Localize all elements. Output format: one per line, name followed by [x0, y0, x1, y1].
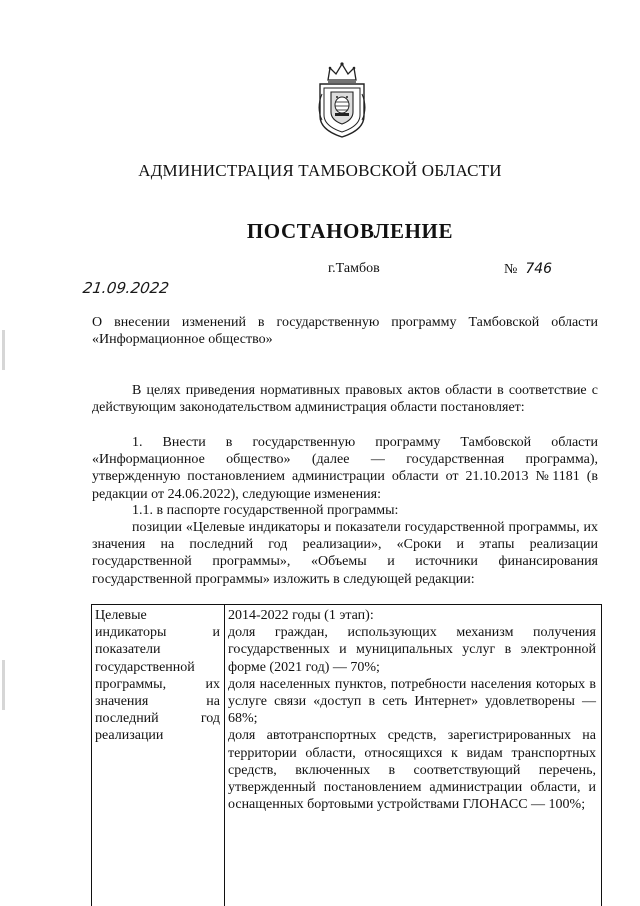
document-subject: О внесении изменений в государственную программу Тамбовской области «Информационное общество»: [92, 315, 598, 348]
scan-mark: [2, 660, 5, 710]
table-left-cell: Целевые индикаторы и показатели государственной программы, их значения на последний год реализации: [95, 608, 220, 744]
table-right-line: 2014-2022 годы (1 этап):: [228, 608, 374, 623]
organization-title: АДМИНИСТРАЦИЯ ТАМБОВСКОЙ ОБЛАСТИ: [138, 161, 502, 180]
document-type-heading: ПОСТАНОВЛЕНИЕ: [246, 219, 454, 243]
scan-mark: [2, 330, 5, 370]
handwritten-number: 746: [525, 261, 553, 277]
table-column-divider: [224, 605, 225, 906]
passport-table: [91, 604, 602, 906]
body-paragraph-3: 1.1. в паспорте государственной программы:: [132, 503, 399, 518]
table-right-line: доля населенных пунктов, потребности населения которых в услуге связи «доступ в сеть Интернет» удовлетворены — 68%;: [228, 676, 596, 727]
city: г.Тамбов: [328, 261, 380, 276]
handwritten-date: 21.09.2022: [81, 279, 171, 297]
table-right-cell: [228, 607, 596, 813]
document-number: [504, 261, 552, 278]
body-paragraph-1: В целях приведения нормативных правовых актов области в соответствие с действующим законодательством администрация области постановляет:: [92, 383, 598, 416]
number-sign: №: [504, 262, 518, 277]
coat-of-arms-emblem: [310, 60, 374, 140]
table-right-line: доля автотранспортных средств, зарегистрированных на территории области, относящихся к видам транспортных средств, включенных в соответствующий перечень, утвержденный постановлением администрации области, и оснащенных бортовыми устройствами ГЛОНАСС — 100%;: [228, 728, 596, 813]
body-paragraph-4: позиции «Целевые индикаторы и показатели государственной программы, их значения на последний год реализации», «Сроки и этапы реализации государственной программы», «Объемы и источники финансирования государственной программы» изложить в следующей редакции:: [92, 520, 598, 587]
body-paragraph-2: 1. Внести в государственную программу Тамбовской области «Информационное общество» (далее — государственная программа), утвержденную постановлением администрации области от 21.10.2013 №1181 (в редакции от 24.06.2022), следующие изменения:: [92, 435, 598, 502]
table-right-line: доля граждан, использующих механизм получения государственных и муниципальных услуг в электронной форме (2021 год) — 70%;: [228, 625, 596, 675]
